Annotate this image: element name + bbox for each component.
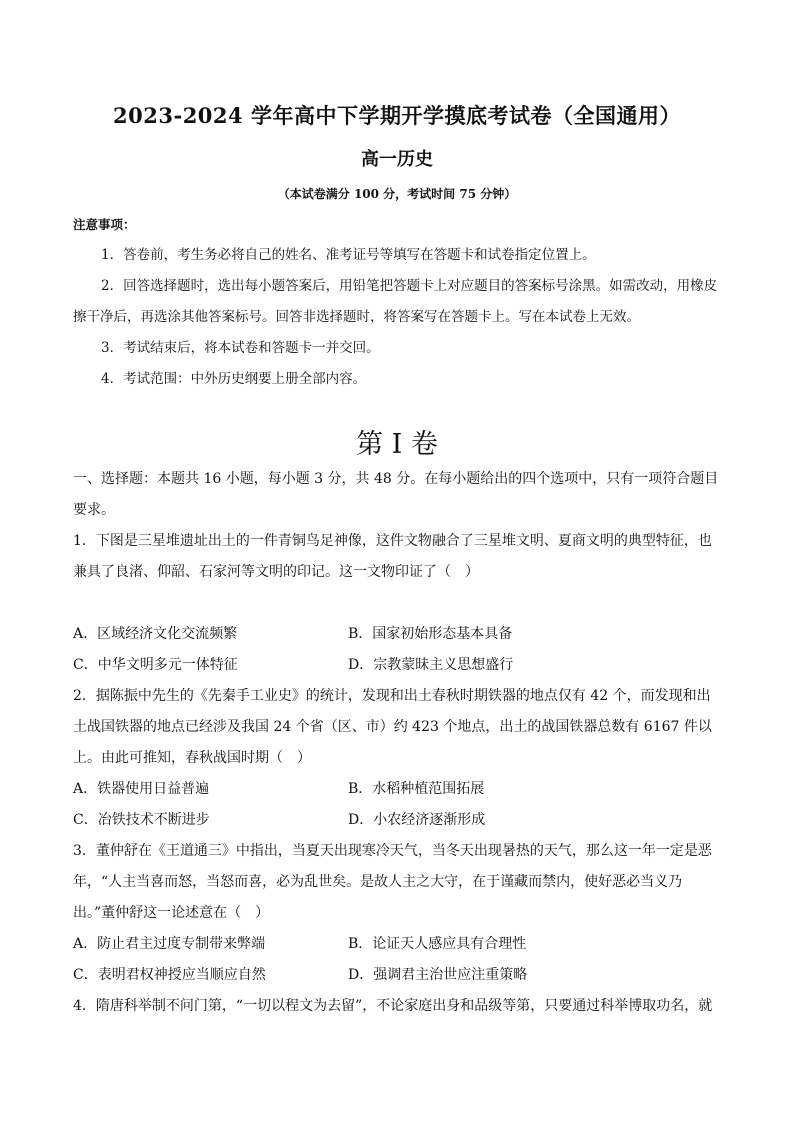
option-b[interactable]: B．国家初始形态基本具备: [348, 626, 513, 642]
option-c[interactable]: C．中华文明多元一体特征: [73, 657, 238, 673]
question-1: [73, 526, 721, 588]
attention-list: [73, 240, 721, 395]
attention-item-3: 3．考试结束后，将本试卷和答题卡一并交回。: [101, 340, 380, 356]
attention-item-4: 4．考试范围：中外历史纲要上册全部内容。: [101, 371, 367, 387]
exam-note: （本试卷满分 100 分，考试时间 75 分钟）: [277, 187, 517, 201]
section-title: 第 I 卷: [356, 429, 438, 460]
exam-subject: 高一历史: [361, 149, 433, 170]
section-intro: [73, 464, 721, 526]
question-3-options: [73, 929, 721, 991]
section-intro-text: 一、选择题：本题共 16 小题，每小题 3 分，共 48 分。在每小题给出的四个选项中，只有一项符合题目要求。: [73, 471, 719, 518]
option-c[interactable]: C．冶铁技术不断进步: [73, 812, 210, 828]
option-d[interactable]: D．小农经济逐渐形成: [348, 812, 486, 828]
question-1-options: [73, 619, 721, 681]
option-d[interactable]: D．宗教蒙昧主义思想盛行: [348, 657, 514, 673]
attention-item-1: 1．答卷前，考生务必将自己的姓名、准考证号等填写在答题卡和试卷指定位置上。: [101, 247, 596, 263]
option-b[interactable]: B．水稻种植范围拓展: [348, 781, 485, 797]
question-4: [73, 991, 721, 1022]
attention-heading: 注意事项：: [73, 217, 136, 232]
option-b[interactable]: B．论证天人感应具有合理性: [348, 936, 527, 952]
attention-item-2: 2．回答选择题时，选出每小题答案后，用铅笔把答题卡上对应题目的答案标号涂黑。如需改动，用橡皮擦干净后，再选涂其他答案标号。回答非选择题时，将答案写在答题卡上。写在本试卷上无效。: [73, 278, 718, 325]
question-2: [73, 681, 721, 774]
question-3-stem: 3．董仲舒在《王道通三》中指出，当夏天出现寒冷天气，当冬天出现暑热的天气，那么这一年一定是恶年，“人主当喜而怒，当怒而喜，必为乱世矣。是故人主之大守，在于谨藏而禁内，使好恶必当义乃出。”董仲舒这一论述意在（ ）: [73, 843, 712, 921]
question-2-options: [73, 774, 721, 836]
question-1-stem: 1．下图是三星堆遗址出土的一件青铜鸟足神像，这件文物融合了三星堆文明、夏商文明的典型特征，也兼具了良渚、仰韶、石家河等文明的印记。这一文物印证了（ ）: [73, 533, 712, 580]
question-2-stem: 2．据陈振中先生的《先秦手工业史》的统计，发现和出土春秋时期铁器的地点仅有 42 个，而发现和出土战国铁器的地点已经涉及我国 24 个省（区、市）约 423 个地点，出土的战国铁器总数有 6167 件以上。由此可推知，春秋战国时期（ ）: [73, 688, 712, 766]
option-a[interactable]: A．区域经济文化交流频繁: [73, 626, 238, 642]
exam-title: 2023-2024 学年高中下学期开学摸底考试卷（全国通用）: [113, 103, 681, 128]
option-a[interactable]: A．铁器使用日益普遍: [73, 781, 210, 797]
question-3: [73, 836, 721, 929]
option-d[interactable]: D．强调君主治世应注重策略: [348, 967, 528, 983]
option-a[interactable]: A．防止君主过度专制带来弊端: [73, 936, 266, 952]
option-c[interactable]: C．表明君权神授应当顺应自然: [73, 967, 266, 983]
question-4-stem: 4．隋唐科举制不问门第，“一切以程文为去留”，不论家庭出身和品级等第，只要通过科举博取功名，就: [73, 998, 713, 1014]
